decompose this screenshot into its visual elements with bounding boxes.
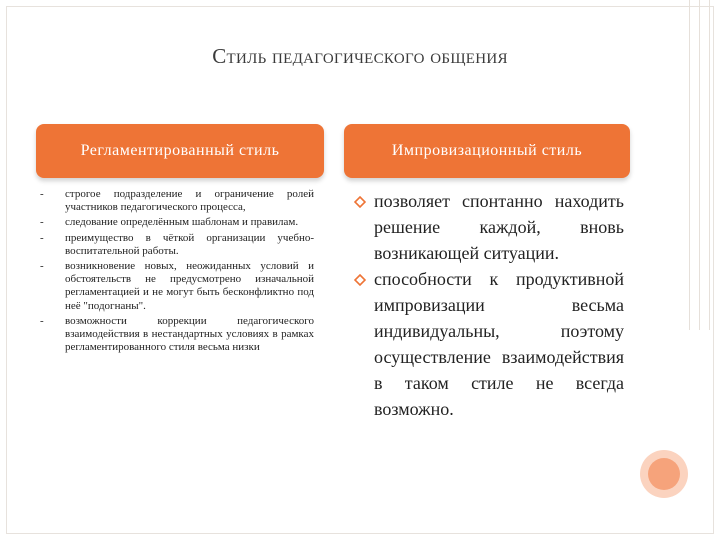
list-item (352, 266, 624, 422)
regulated-style-header (36, 124, 324, 178)
dash-bullet: - (40, 216, 44, 229)
list-item-text: позволяет спонтанно находить решение каждой, вновь возникающей ситуации. (374, 191, 624, 263)
regulated-style-list (38, 188, 314, 356)
dash-bullet: - (40, 231, 44, 244)
improvisational-style-header (344, 124, 630, 178)
list-item (38, 232, 314, 258)
circle-decoration (640, 450, 688, 498)
list-item-text: возможности коррекции педагогического взаимодействия в нестандартных условиях в рамках регламентированного стиля весьма низки (65, 314, 314, 354)
list-item-text: способности к продуктивной импровизации весьма индивидуальны, поэтому осуществление взаимодействия в таком стиле не всегда возможно. (374, 269, 624, 419)
regulated-style-header-label: Регламентированный стиль (80, 142, 280, 159)
list-item (38, 216, 314, 229)
improvisational-style-list (352, 188, 624, 422)
list-item (38, 315, 314, 355)
list-item-text: следование определённым шаблонам и правилам. (65, 216, 299, 229)
corner-decoration (683, 0, 720, 330)
list-item (38, 260, 314, 313)
list-item-text: строгое подразделение и ограничение ролей участников педагогического процесса, (65, 188, 314, 214)
dash-bullet: - (40, 188, 44, 200)
dash-bullet: - (40, 314, 44, 327)
improvisational-style-header-label: Импровизационный стиль (391, 142, 583, 159)
hollow-diamond-icon (354, 196, 366, 208)
list-item-text: возникновение новых, неожиданных условий и обстоятельств не предусмотрено изначальной регламентацией и не могут быть бесконфликтно под неё "подогнаны". (65, 260, 314, 312)
slide-title: Стиль педагогического общения (212, 44, 508, 68)
list-item (38, 188, 314, 214)
hollow-diamond-icon (354, 274, 366, 286)
dash-bullet: - (40, 260, 44, 273)
list-item (352, 188, 624, 266)
list-item-text: преимущество в чёткой организации учебно-воспитательной работы. (65, 231, 314, 257)
